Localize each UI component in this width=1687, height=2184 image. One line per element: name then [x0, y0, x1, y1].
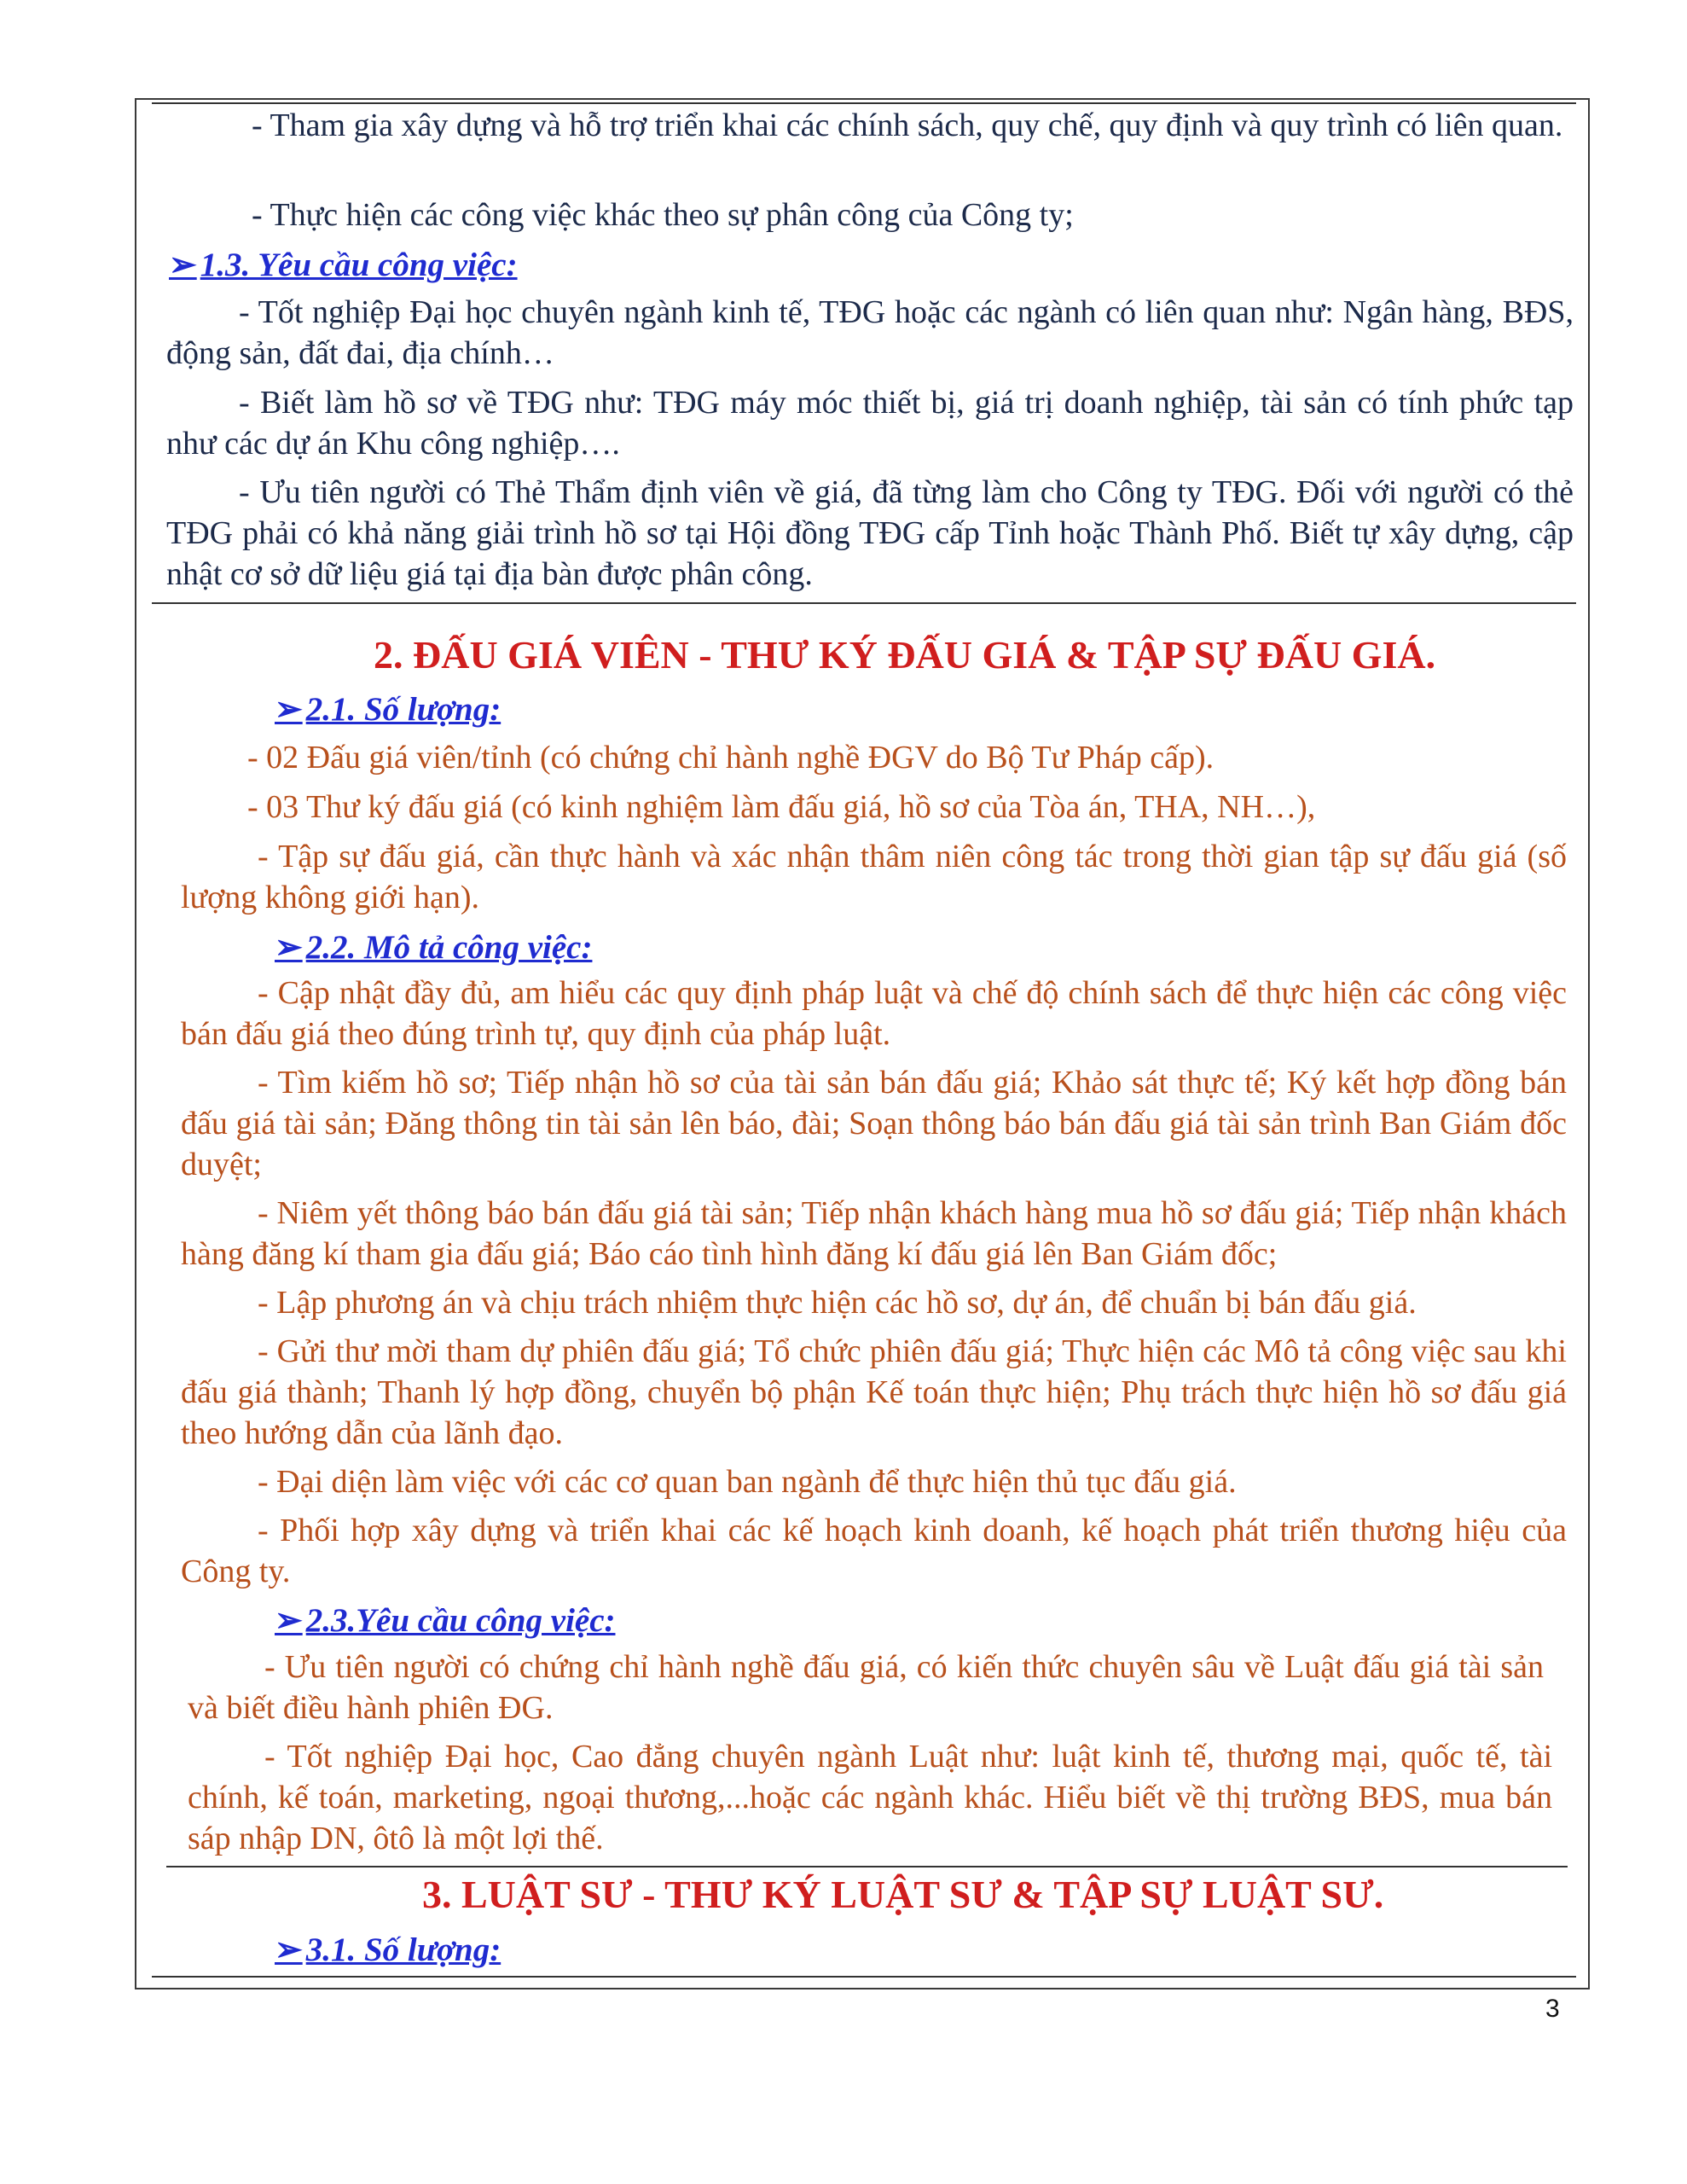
- section2-desc-item-6: - Đại diện làm việc với các cơ quan ban ngành để thực hiện thủ tục đấu giá.: [258, 1464, 1237, 1500]
- section3-heading: 3. LUẬT SƯ - THƯ KÝ LUẬT SƯ & TẬP SỰ LUẬT SƯ.: [422, 1873, 1384, 1916]
- section2-qty-item-1: - 02 Đấu giá viên/tỉnh (có chứng chỉ hành nghề ĐGV do Bộ Tư Pháp cấp).: [247, 740, 1215, 775]
- section2-qty-heading: [275, 689, 501, 730]
- section2-qty-item-2: - 03 Thư ký đấu giá (có kinh nghiệm làm đấu giá, hồ sơ của Tòa án, THA, NH…),: [247, 789, 1316, 825]
- section1-req-heading-text: 1.3. Yêu cầu công việc:: [200, 247, 518, 283]
- section1-req-item-1: - Tốt nghiệp Đại học chuyên ngành kinh tế, TĐG hoặc các ngành có liên quan như: Ngân hàng, BĐS, động sản, đất đai, địa chính…: [166, 294, 1574, 371]
- arrow-bullet-icon: ➢: [275, 691, 303, 728]
- section3-qty-heading: [275, 1930, 501, 1971]
- section1-item-1: - Tham gia xây dựng và hỗ trợ triển khai các chính sách, quy chế, quy định và quy trình có liên quan.: [252, 107, 1563, 143]
- section1-item-2: - Thực hiện các công việc khác theo sự phân công của Công ty;: [252, 197, 1074, 233]
- arrow-bullet-icon: ➢: [275, 1602, 303, 1639]
- page-number: 3: [1545, 1995, 1560, 2023]
- arrow-bullet-icon: ➢: [275, 929, 303, 966]
- section2-req-heading: [275, 1600, 616, 1641]
- section2-qty-heading-text: 2.1. Số lượng:: [305, 691, 501, 728]
- section2-desc-item-3: - Niêm yết thông báo bán đấu giá tài sản; Tiếp nhận khách hàng mua hồ sơ đấu giá; Tiếp nhận khách hàng đăng kí tham gia đấu giá; Báo cáo tình hình đăng kí đấu giá lên Ban Giám đốc;: [181, 1195, 1567, 1272]
- divider-section3: [166, 1866, 1568, 1867]
- section2-req-heading-text: 2.3.Yêu cầu công việc:: [305, 1602, 616, 1639]
- top-rule: [152, 102, 1576, 104]
- section3-qty-heading-text: 3.1. Số lượng:: [305, 1931, 501, 1968]
- section2-req-item-2: - Tốt nghiệp Đại học, Cao đẳng chuyên ngành Luật như: luật kinh tế, thương mại, quốc tế, tài chính, kế toán, marketing, ngoại thương,...hoặc các ngành khác. Hiểu biết về thị trường BĐS, mua bán sáp nhập DN, ôtô là một lợi thế.: [188, 1739, 1552, 1856]
- divider-section2: [152, 602, 1576, 604]
- arrow-bullet-icon: ➢: [275, 1931, 303, 1968]
- section2-desc-heading-text: 2.2. Mô tả công việc:: [305, 929, 593, 966]
- section2-desc-item-7: - Phối hợp xây dựng và triển khai các kế hoạch kinh doanh, kế hoạch phát triển thương hiệu của Công ty.: [181, 1513, 1567, 1589]
- section2-desc-item-4: - Lập phương án và chịu trách nhiệm thực hiện các hồ sơ, dự án, để chuẩn bị bán đấu giá.: [258, 1285, 1417, 1321]
- section1-req-item-2: - Biết làm hồ sơ về TĐG như: TĐG máy móc thiết bị, giá trị doanh nghiệp, tài sản có tính phức tạp như các dự án Khu công nghiệp….: [166, 385, 1574, 462]
- section2-desc-heading: [275, 927, 592, 968]
- section2-heading: 2. ĐẤU GIÁ VIÊN - THƯ KÝ ĐẤU GIÁ & TẬP SỰ ĐẤU GIÁ.: [374, 633, 1436, 677]
- section1-req-item-3: - Ưu tiên người có Thẻ Thẩm định viên về giá, đã từng làm cho Công ty TĐG. Đối với người có thẻ TĐG phải có khả năng giải trình hồ sơ tại Hội đồng TĐG cấp Tỉnh hoặc Thành Phố. Biết tự xây dựng, cập nhật cơ sở dữ liệu giá tại địa bàn được phân công.: [166, 474, 1574, 592]
- section2-req-item-1: - Ưu tiên người có chứng chỉ hành nghề đấu giá, có kiến thức chuyên sâu về Luật đấu giá tài sản và biết điều hành phiên ĐG.: [188, 1649, 1544, 1726]
- section2-desc-item-1: - Cập nhật đầy đủ, am hiểu các quy định pháp luật và chế độ chính sách để thực hiện các công việc bán đấu giá theo đúng trình tự, quy định của pháp luật.: [181, 975, 1567, 1052]
- section1-req-heading: [169, 245, 518, 286]
- section2-desc-item-2: - Tìm kiếm hồ sơ; Tiếp nhận hồ sơ của tài sản bán đấu giá; Khảo sát thực tế; Ký kết hợp đồng bán đấu giá tài sản; Đăng thông tin tài sản lên báo, đài; Soạn thông báo bán đấu giá tài sản trình Ban Giám đốc duyệt;: [181, 1065, 1567, 1182]
- arrow-bullet-icon: ➢: [169, 247, 197, 283]
- section2-qty-item-3: - Tập sự đấu giá, cần thực hành và xác nhận thâm niên công tác trong thời gian tập sự đấu giá (số lượng không giới hạn).: [181, 839, 1567, 915]
- bottom-rule: [152, 1976, 1576, 1978]
- section2-desc-item-5: - Gửi thư mời tham dự phiên đấu giá; Tổ chức phiên đấu giá; Thực hiện các Mô tả công việc sau khi đấu giá thành; Thanh lý hợp đồng, chuyển bộ phận Kế toán thực hiện; Phụ trách thực hiện hồ sơ đấu giá theo hướng dẫn của lãnh đạo.: [181, 1333, 1567, 1451]
